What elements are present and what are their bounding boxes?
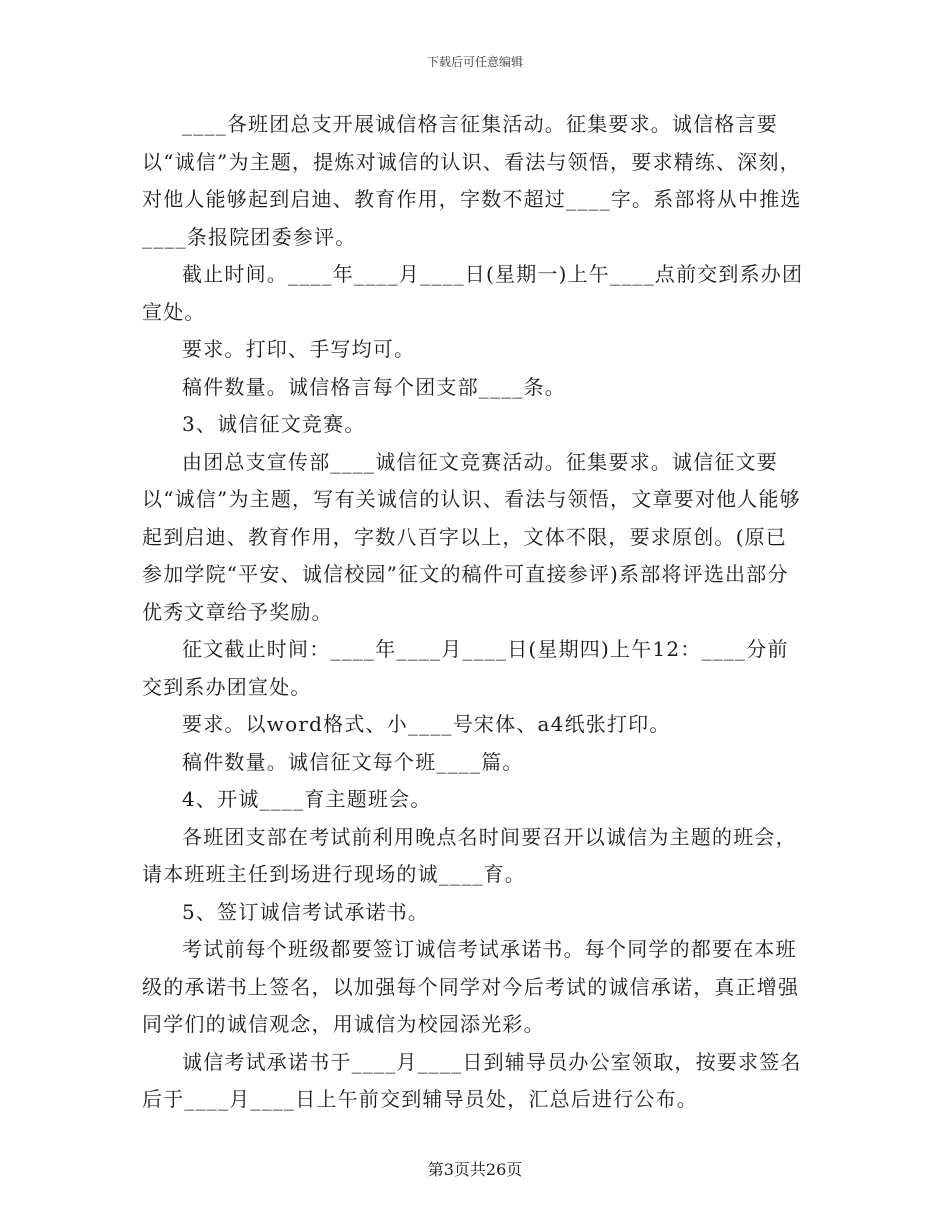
paragraph-pledge-signing: 考试前每个班级都要签订诚信考试承诺书。每个同学的都要在本班级的承诺书上签名，以加强每个同学对今后考试的诚信承诺，真正增强同学们的诚信观念，用诚信为校园添光彩。 <box>142 937 800 1036</box>
paragraph-motto-activity: ____各班团总支开展诚信格言征集活动。征集要求。诚信格言要以“诚信”为主题，提炼对诚信的认识、看法与领悟，要求精练、深刻，对他人能够起到启迪、教育作用，字数不超过____字。系部将从中推选____条报院团委参评。 <box>142 112 802 249</box>
paragraph-essay-requirement: 要求。以word格式、小____号宋体、a4纸张打印。 <box>182 712 671 736</box>
paragraph-motto-requirement: 要求。打印、手写均可。 <box>182 337 416 361</box>
paragraph-pledge-collection: 诚信考试承诺书于____月____日到辅导员办公室领取，按要求签名后于____月____日上午前交到辅导员处，汇总后进行公布。 <box>142 1049 802 1111</box>
paragraph-class-meeting: 各班团支部在考试前利用晚点名时间要召开以诚信为主题的班会，请本班班主任到场进行现场的诚____育。 <box>142 824 797 886</box>
section-heading-essay-contest: 3、诚信征文竞赛。 <box>182 412 366 436</box>
section-heading-class-meeting: 4、开诚____育主题班会。 <box>182 787 432 811</box>
page-number: 第3页共26页 <box>427 1160 523 1179</box>
section-heading-pledge: 5、签订诚信考试承诺书。 <box>182 899 430 924</box>
document-body <box>142 106 807 1119</box>
paragraph-essay-quantity: 稿件数量。诚信征文每个班____篇。 <box>182 749 524 774</box>
page-header: 下载后可任意编辑 <box>426 55 523 69</box>
paragraph-motto-deadline: 截止时间。____年____月____日(星期一)上午____点前交到系办团宣处。 <box>142 262 804 324</box>
paragraph-motto-quantity: 稿件数量。诚信格言每个团支部____条。 <box>182 374 566 399</box>
paragraph-essay-activity: 由团总支宣传部____诚信征文竞赛活动。征集要求。诚信征文要以“诚信”为主题，写有关诚信的认识、看法与领悟，文章要对他人能够起到启迪、教育作用，字数八百字以上，文体不限，要求原创。(原已参加学院“平安、诚信校园”征文的稿件可直接参评)系部将评选出部分优秀文章给予奖励。 <box>142 449 801 624</box>
paragraph-essay-deadline: 征文截止时间：____年____月____日(星期四)上午12：____分前交到系办团宣处。 <box>142 637 789 699</box>
